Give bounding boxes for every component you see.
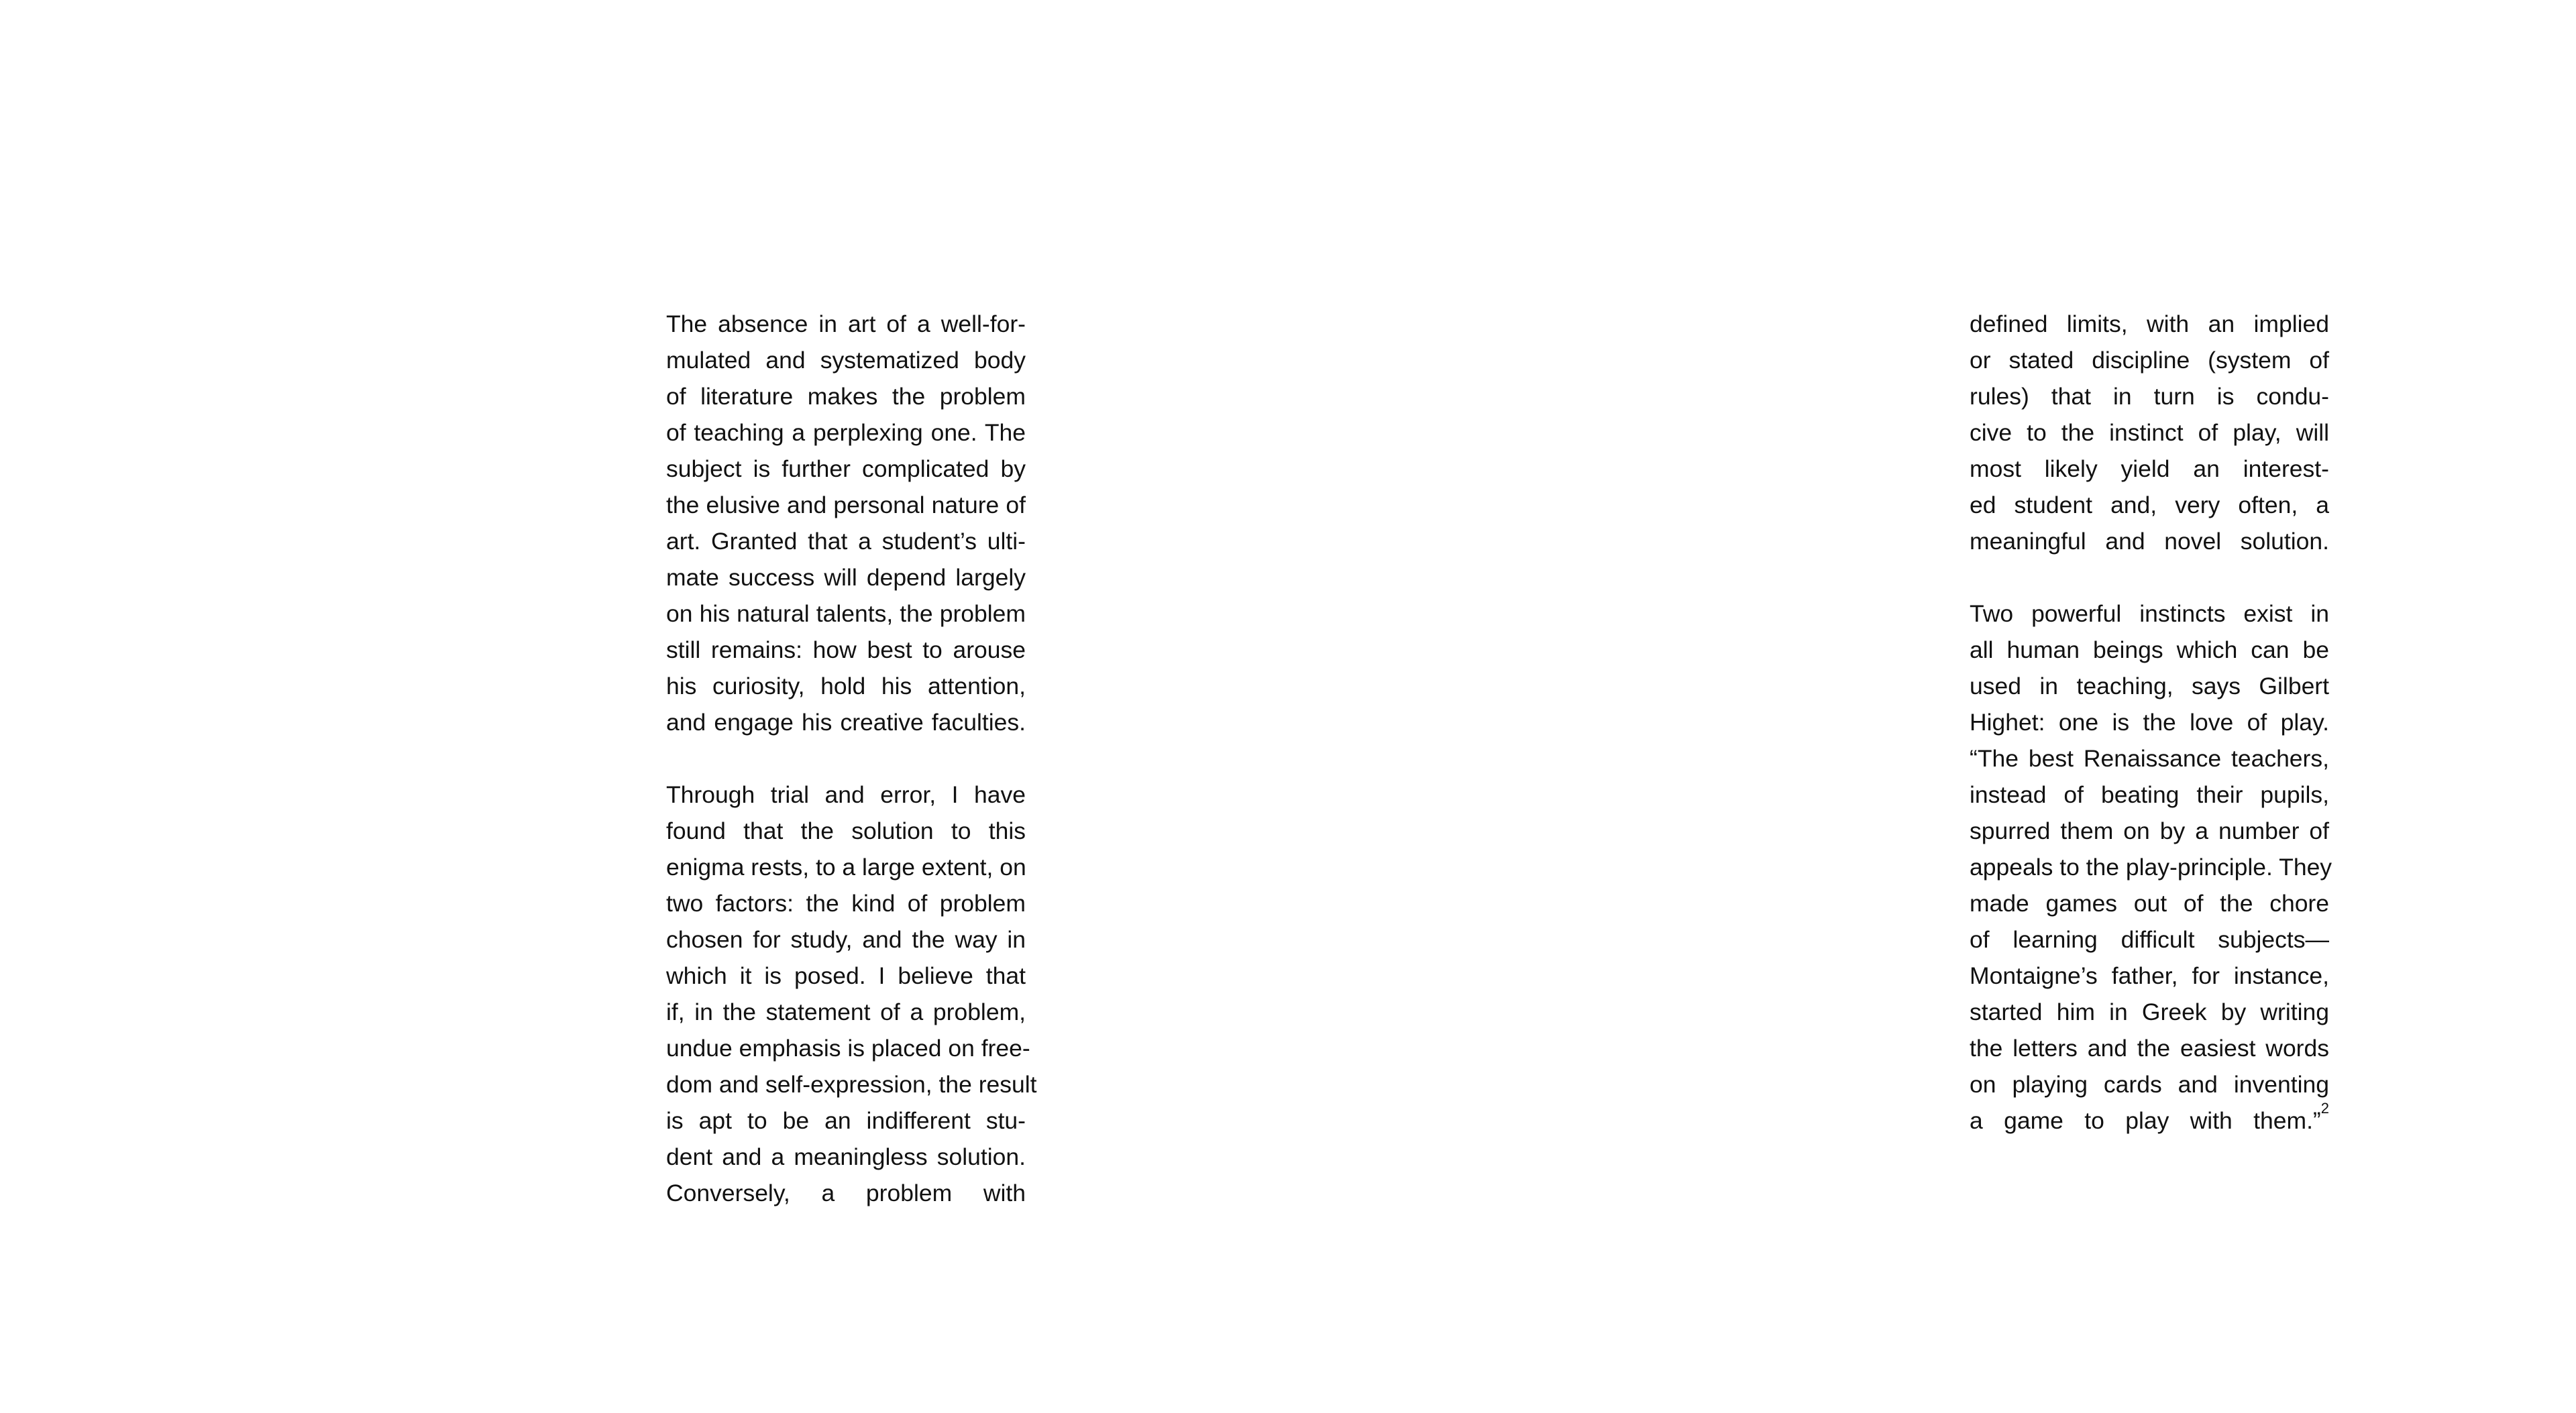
text-line: dent and a meaningless solution. [666,1143,1026,1170]
text-line: of teaching a perplexing one. The [666,419,1026,446]
text-line: rules) that in turn is condu- [1970,383,2329,410]
text-line-content: a game to play with them.” [1970,1107,2321,1134]
text-line: Two powerful instincts exist in [1970,600,2329,627]
text-line: enigma rests, to a large extent, on [666,854,1026,881]
text-line: undue emphasis is placed on free- [666,1035,1030,1062]
left-text-column [666,306,1037,1211]
text-line: Highet: one is the love of play. [1970,709,2329,736]
text-line: Montaigne’s father, for instance, [1970,962,2329,989]
text-line: of learning difficult subjects— [1970,926,2329,953]
text-line: meaningful and novel solution. [1970,528,2329,555]
text-line: appeals to the play-principle. They [1970,854,2332,881]
text-line: of literature makes the problem [666,383,1026,410]
text-line: the letters and the easiest words [1970,1035,2329,1062]
text-line: and engage his creative faculties. [666,709,1026,736]
paragraph-gap [666,740,1026,777]
text-line: spurred them on by a number of [1970,817,2329,844]
text-line: if, in the statement of a problem, [666,999,1026,1025]
right-paragraph-2 [1970,596,2332,1139]
text-line: defined limits, with an implied [1970,310,2329,337]
text-line: is apt to be an indifferent stu- [666,1107,1026,1134]
text-line: two factors: the kind of problem [666,890,1026,917]
text-line: or stated discipline (system of [1970,347,2329,374]
text-line: the elusive and personal nature of [666,492,1026,518]
text-line: chosen for study, and the way in [666,926,1026,953]
paragraph-gap [1970,559,2329,596]
text-line: still remains: how best to arouse [666,636,1026,663]
text-line: his curiosity, hold his attention, [666,673,1026,699]
right-text-column [1970,306,2332,1139]
text-line: art. Granted that a student’s ulti- [666,528,1026,555]
text-line: The absence in art of a well-for- [666,310,1026,337]
text-line: all human beings which can be [1970,636,2329,663]
text-line: which it is posed. I believe that [666,962,1026,989]
text-line: subject is further complicated by [666,455,1026,482]
text-line: dom and self-expression, the result [666,1071,1037,1098]
text-line: “The best Renaissance teachers, [1970,745,2329,772]
footnote-reference: 2 [2320,1100,2329,1117]
text-line: mate success will depend largely [666,564,1026,591]
left-paragraph-2 [666,777,1037,1211]
text-line: most likely yield an interest- [1970,455,2329,482]
text-line: Conversely, a problem with [666,1180,1026,1206]
text-line: mulated and systematized body [666,347,1026,374]
text-line: found that the solution to this [666,817,1026,844]
text-line: started him in Greek by writing [1970,999,2329,1025]
text-line: used in teaching, says Gilbert [1970,673,2329,699]
left-paragraph-1 [666,306,1026,740]
text-line: ed student and, very often, a [1970,492,2329,518]
text-line: Through trial and error, I have [666,781,1026,808]
right-paragraph-1 [1970,306,2329,559]
text-line: instead of beating their pupils, [1970,781,2329,808]
text-line: on his natural talents, the problem [666,600,1026,627]
final-text-line [1970,1100,2329,1139]
text-line: on playing cards and inventing [1970,1071,2329,1098]
text-line: made games out of the chore [1970,890,2329,917]
text-line: cive to the instinct of play, will [1970,419,2329,446]
